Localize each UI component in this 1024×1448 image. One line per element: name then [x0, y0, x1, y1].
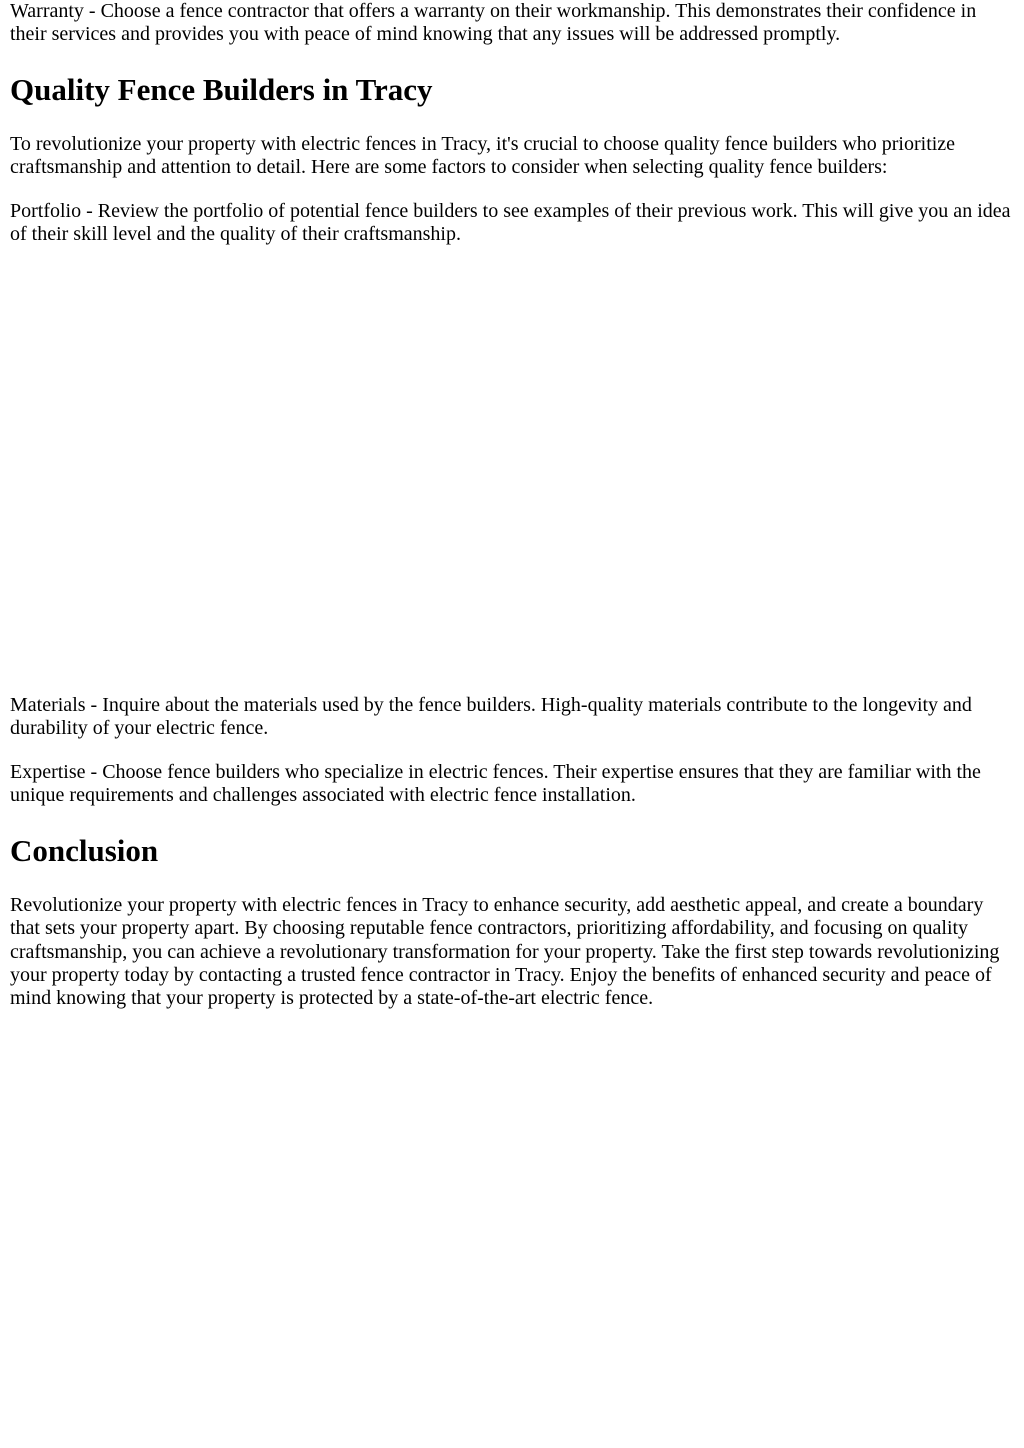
conclusion-paragraph: Revolutionize your property with electric fences in Tracy to enhance security, add aesthetic appeal, and create a boundary that sets your property apart. By choosing reputable fence contractors, prioritizing affordability, and focusing on quality craftsmanship, you can achieve a revolutionary transformation for your property. Take the first step towards revolutionizing your property today by contacting a trusted fence contractor in Tracy. Enjoy the benefits of enhanced security and peace of mind knowing that your property is protected by a state-of-the-art electric fence.: [10, 894, 1000, 1010]
portfolio-paragraph: Portfolio - Review the portfolio of potential fence builders to see examples of their previous work. This will give you an idea of their skill level and the quality of their craftsmanship.: [10, 200, 1011, 246]
expertise-paragraph: Expertise - Choose fence builders who specialize in electric fences. Their expertise ensures that they are familiar with the unique requirements and challenges associated with electric fence installation.: [10, 761, 981, 807]
materials-paragraph: Materials - Inquire about the materials used by the fence builders. High-quality materials contribute to the longevity and durability of your electric fence.: [10, 694, 972, 740]
quality-intro-paragraph: To revolutionize your property with electric fences in Tracy, it's crucial to choose quality fence builders who prioritize craftsmanship and attention to detail. Here are some factors to consider when selecting quality fence builders:: [10, 133, 956, 179]
embedded-content-area: [10, 260, 1016, 685]
quality-fence-builders-heading: Quality Fence Builders in Tracy: [10, 72, 433, 107]
conclusion-heading: Conclusion: [10, 833, 159, 868]
warranty-paragraph: Warranty - Choose a fence contractor that offers a warranty on their workmanship. This demonstrates their confidence in their services and provides you with peace of mind knowing that any issues will be addressed promptly.: [10, 0, 977, 46]
